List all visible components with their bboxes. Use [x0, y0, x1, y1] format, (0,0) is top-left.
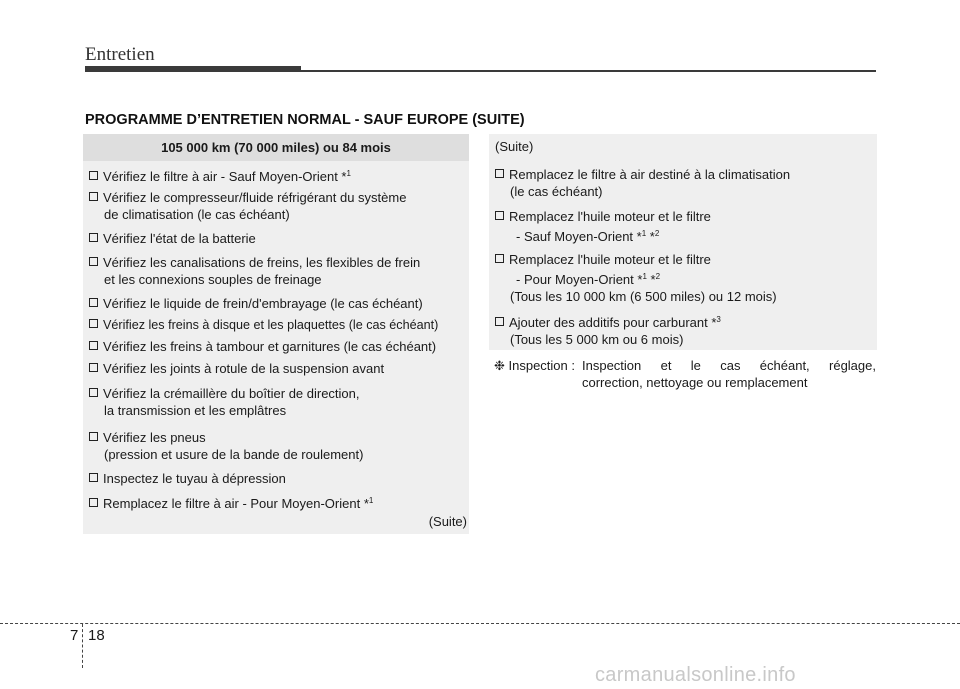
left-item-2: Vérifiez le compresseur/fluide réfrigérant du système de climatisation (le cas échéant): [89, 189, 406, 223]
right-item-2: Remplacez l'huile moteur et le filtre - Sauf Moyen-Orient *$^1$ *$^2$: [495, 208, 711, 245]
right-suite-label: (Suite): [495, 139, 534, 154]
left-item-9: Vérifiez la crémaillère du boîtier de direction, la transmission et les emplâtres: [89, 385, 360, 419]
right-item-1: Remplacez le filtre à air destiné à la climatisation (le cas échéant): [495, 166, 790, 200]
left-column: [83, 134, 469, 534]
left-item-1: Vérifiez le filtre à air - Sauf Moyen-Orient *$^1$: [89, 165, 351, 185]
left-item-3: Vérifiez l'état de la batterie: [89, 230, 256, 247]
footer-dashed-divider: [82, 624, 83, 668]
left-item-4: Vérifiez les canalisations de freins, les flexibles de frein et les connexions souples de freinage: [89, 254, 420, 288]
inspection-legend: [494, 357, 876, 391]
checkbox-icon: [495, 317, 504, 326]
checkbox-icon: [89, 171, 98, 180]
checkbox-icon: [89, 473, 98, 482]
checkbox-icon: [89, 432, 98, 441]
left-item-7: Vérifiez les freins à tambour et garnitures (le cas échéant): [89, 338, 436, 355]
checkbox-icon: [89, 192, 98, 201]
header-title: Entretien: [85, 44, 155, 65]
right-item-4: Ajouter des additifs pour carburant *$^3$ (Tous les 5 000 km ou 6 mois): [495, 311, 721, 348]
checkbox-icon: [89, 233, 98, 242]
checkbox-icon: [89, 388, 98, 397]
checkbox-icon: [89, 298, 98, 307]
left-item-11: Inspectez le tuyau à dépression: [89, 470, 286, 487]
left-item-10: Vérifiez les pneus (pression et usure de la bande de roulement): [89, 429, 363, 463]
left-suite-label: (Suite): [428, 514, 467, 529]
page-chapter: 7: [70, 627, 79, 644]
right-item-3: Remplacez l'huile moteur et le filtre - Pour Moyen-Orient *$^1$ *$^2$ (Tous les 10 000 km (6 500 miles) ou 12 mois): [495, 251, 777, 305]
left-column-heading: 105 000 km (70 000 miles) ou 84 mois: [83, 134, 469, 161]
header-bar-thin: [301, 70, 876, 72]
header-bar-thick: [85, 66, 301, 72]
page-number: 18: [88, 627, 105, 644]
footer-dashed-line: [0, 623, 960, 624]
checkbox-icon: [89, 363, 98, 372]
legend-key: ❉ Inspection :: [494, 358, 575, 373]
left-item-12: Remplacez le filtre à air - Pour Moyen-Orient *$^1$: [89, 492, 373, 512]
watermark: carmanualsonline.info: [595, 664, 796, 686]
legend-line-2: correction, nettoyage ou remplacement: [582, 375, 808, 390]
right-column: [489, 134, 877, 350]
checkbox-icon: [495, 254, 504, 263]
left-item-6: Vérifiez les freins à disque et les plaquettes (le cas échéant): [89, 317, 438, 334]
left-item-5: Vérifiez le liquide de frein/d'embrayage (le cas échéant): [89, 295, 423, 312]
checkbox-icon: [89, 319, 98, 328]
legend-line-1: Inspection et le cas échéant, réglage,: [582, 358, 876, 373]
checkbox-icon: [89, 498, 98, 507]
left-item-8: Vérifiez les joints à rotule de la suspension avant: [89, 360, 384, 377]
section-title: PROGRAMME D’ENTRETIEN NORMAL - SAUF EUROPE (SUITE): [85, 112, 525, 128]
checkbox-icon: [89, 341, 98, 350]
checkbox-icon: [495, 169, 504, 178]
checkbox-icon: [89, 257, 98, 266]
checkbox-icon: [495, 211, 504, 220]
